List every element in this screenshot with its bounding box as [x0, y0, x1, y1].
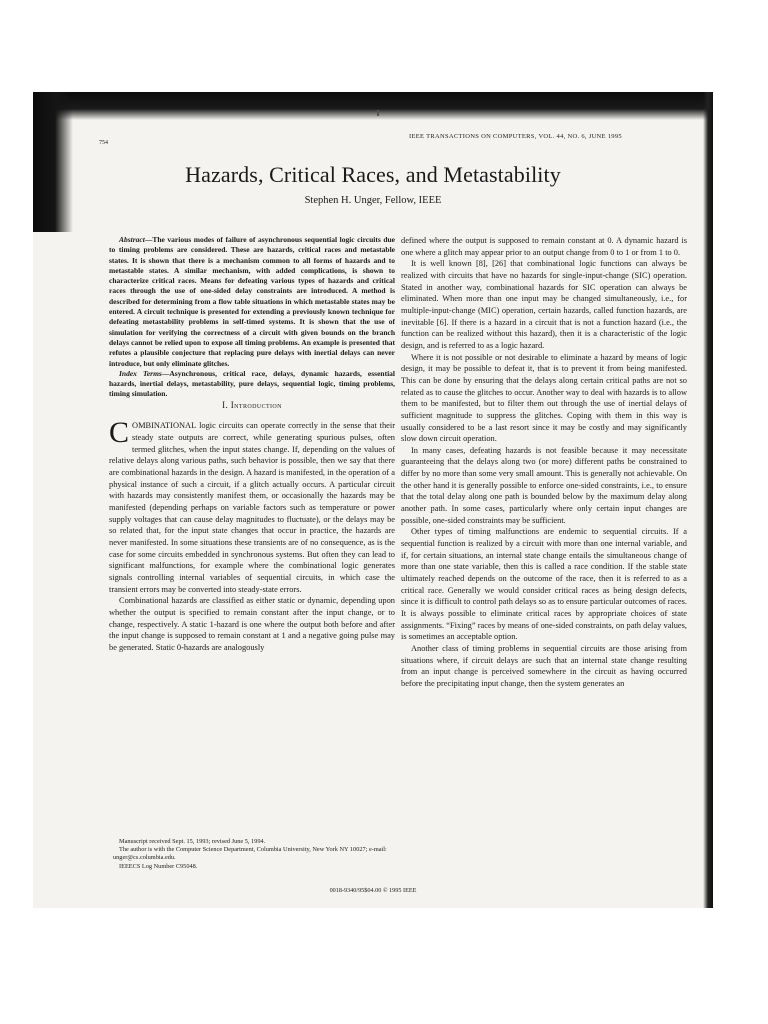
intro-lead-caps: OMBINATIONAL — [132, 421, 197, 431]
section-heading-introduction: I. Introduction — [222, 399, 282, 410]
right-paragraph-1: It is well known [8], [26] that combinational logic functions can always be realized with circuits that have no hazards for single-input-change (SIC) operation. Stated in another way, combinational hazards for SIC operation can always be eliminated. When more than one input may be changed simultaneously, i.e., for multiple-input-change (MIC) operation, certain hazards, called function hazards, are inevitable [6]. If there is a hazard in a circuit that is not a function hazard (i.e., the function can be realized without this hazard), then it is a characteristic of the logic design, and is referred to as a logic hazard. — [401, 259, 687, 350]
footnote-line-received: Manuscript received Sept. 15, 1993; revised June 5, 1994. — [119, 838, 266, 845]
index-terms — [109, 369, 395, 400]
footnote-line-affiliation: The author is with the Computer Science Department, Columbia University, New York NY 10027; e-mail: unger@cs.columbia.edu. — [113, 846, 387, 862]
copyright-line: 0018-9340/95$04.00 © 1995 IEEE — [329, 887, 417, 894]
intro-paragraph-1 — [109, 416, 395, 595]
paper-author: Stephen H. Unger, Fellow, IEEE — [304, 195, 442, 206]
left-column — [109, 235, 395, 654]
scan-speck — [377, 110, 379, 116]
right-paragraph-5: Another class of timing problems in sequential circuits are those arising from situations where, if circuit delays are such that an internal state change resulting from an input change is perceived somewhere in the circuit as having occurred before the precipitating input change, then the system generates an — [401, 643, 687, 688]
right-paragraph-0: defined where the output is supposed to remain constant at 0. A dynamic hazard is one where a glitch may appear prior to an output change from 0 to 1 or from 1 to 0. — [401, 236, 687, 257]
abstract-label: Abstract — [119, 235, 145, 244]
abstract-text: —The various modes of failure of asynchronous sequential logic circuits due to timing problems are considered. These are hazards, critical races and metastable states. It is shown that there is a mechanism common to all forms of hazards and to metastable states. A similar mechanism, with added complications, is shown to characterize critical races. Means for defeating various types of hazards and critical races through the use of one-sided delay constraints are introduced. A method is described for determining from a flow table situations in which metastable states may be entered. A circuit technique is presented for extending a previously known technique for defeating metastability problems in self-timed systems. It is shown that the use of simulation for verifying the correctness of a circuit with given bounds on the branch delays cannot be relied upon to expose all timing problems. An example is presented that refutes a plausible conjecture that replacing pure delays with inertial delays can never introduce, but only eliminate glitches. — [109, 235, 395, 368]
drop-cap: C — [109, 416, 130, 450]
abstract — [109, 235, 395, 369]
right-paragraph-3: In many cases, defeating hazards is not feasible because it may necessitate guaranteeing that the delays along two (or more) different paths be constrained to differ by no more than some very small amount. This is generally not achievable. On the other hand it is generally possible to enforce one-sided constraints, i.e., to ensure that the total delay along one path is bounded below by the maximum delay along another path. In some cases, particularly where only certain input changes are possible, one-sided constraints may be sufficient. — [401, 445, 687, 525]
right-column — [401, 235, 687, 690]
intro-paragraph-1-text: logic circuits can operate correctly in the sense that their steady state outputs are correct, while generating spurious pulses, often termed glitches, when the input states change. If, depending on the values of relative delays along various paths, such behavior is possible, then we say that there are combinational hazards in the design. A hazard is manifested, in the operation of a physical instance of such a circuit, if a glitch actually occurs. A particular circuit with hazards may consistently manifest them, or occasionally the hazards may be manifested (depending perhaps on variable factors such as temperature or power supply voltages that can cause delay magnitudes to fluctuate), or the delays may be so related that, for the input state changes that occur in practice, the hazards are never manifested. In some situations these transients are of no consequence, as is the case for some circuits embedded in synchronous systems. But often they can lead to significant malfunctions, for example where the combinational logic generates signals controlling internal variables of sequential circuits, in which case the transient errors may be converted into steady-state errors. — [109, 421, 395, 594]
intro-paragraph-2: Combinational hazards are classified as either static or dynamic, depending upon whether the output is specified to remain constant after the input change, or to change, respectively. A static 1-hazard is one where the output both before and after the input change is supposed to remain constant at 1 and a negative going pulse may be generated. Static 0-hazards are analogously — [109, 596, 395, 652]
scan-dark-edge-right — [703, 92, 713, 908]
footnote-line-log-number: IEEECS Log Number C95048. — [119, 862, 198, 870]
index-terms-text: —Asynchronous, critical race, delays, dynamic hazards, essential hazards, inertial delays, metastability, pure delays, sequential logic, timing problems, timing simulation. — [109, 368, 396, 399]
paper-title: Hazards, Critical Races, and Metastability — [185, 162, 561, 187]
right-paragraph-2: Where it is not possible or not desirable to eliminate a hazard by means of logic design, it may be possible to defeat it, that is to prevent it from being manifested. This can be done by ensuring that the delays along certain critical paths are not so related as to cause the glitches to occur. Another way to deal with hazards is to allow them to be manifested, but to filter them out through the use of inertial delays of sufficient magnitude to suppress the glitches. Coping with them in this way is usually considered to be a last resort since it may be costly and may significantly slow down circuit operation. — [401, 352, 687, 444]
page-number: 754 — [99, 140, 108, 146]
scan-dark-edge-top — [33, 92, 713, 120]
journal-header: IEEE TRANSACTIONS ON COMPUTERS, VOL. 44, NO. 6, JUNE 1995 — [409, 133, 622, 140]
right-paragraph-4: Other types of timing malfunctions are endemic to sequential circuits. If a sequential function is realized by a circuit with more than one internal variable, and if, for certain situations, an internal state change entails the simultaneous change of more than one state variable, then this is called a race condition. If the stable state ultimately reached depends on the outcome of the race, then it is referred to as a critical race. Generally we would consider critical races as being design defects, since it is difficult to control path delays so as to ensure particular outcomes of races. It is always possible to eliminate critical races by appropriate choices of state assignments. “Fixing” races by means of one-sided constraints, on path delay values, is sometimes an acceptable option. — [401, 527, 687, 642]
index-terms-label: Index Terms — [119, 368, 162, 378]
scanned-page — [33, 92, 713, 908]
footnote — [113, 838, 399, 871]
